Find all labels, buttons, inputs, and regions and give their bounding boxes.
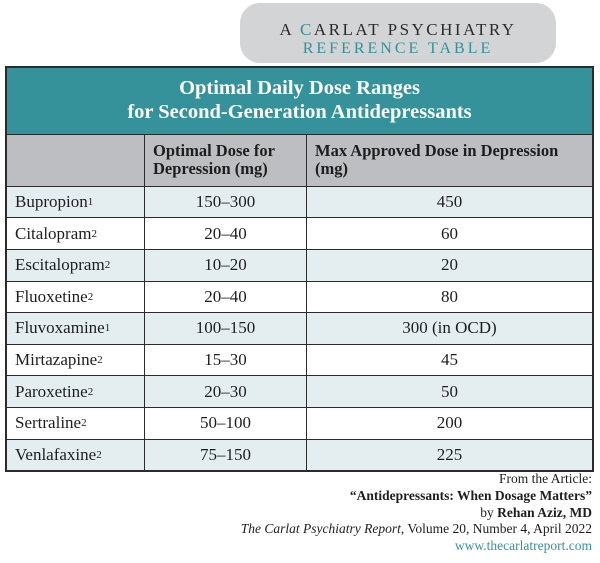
- article-title: “Antidepressants: When Dosage Matters”: [349, 487, 592, 503]
- optimal-dose-value: 10–20: [145, 250, 307, 281]
- drug-name: Bupropion 1: [7, 187, 145, 218]
- website-link[interactable]: [241, 538, 592, 555]
- optimal-dose-value: 20–30: [145, 376, 307, 407]
- badge-rest: ARLAT PSYCHIATRY: [313, 20, 517, 39]
- badge-title-line1: [279, 20, 516, 40]
- badge-title-line2: REFERENCE TABLE: [302, 40, 494, 57]
- table-row: [7, 376, 592, 408]
- drug-name: Citalopram 2: [7, 218, 145, 249]
- publication-line: [241, 521, 592, 538]
- column-header-drug: [7, 135, 145, 186]
- max-dose-value: 20: [441, 255, 458, 275]
- table-title: [7, 68, 592, 135]
- max-dose-value: 50: [441, 381, 458, 401]
- optimal-dose-value: 15–30: [145, 345, 307, 376]
- drug-name: Mirtazapine 2: [7, 345, 145, 376]
- optimal-dose-value: 100–150: [145, 313, 307, 344]
- max-dose-value: 200: [436, 413, 463, 433]
- drug-label: Mirtazapine: [15, 350, 98, 370]
- badge-c: C: [300, 20, 314, 39]
- attribution-from-line: From the Article:: [499, 471, 592, 486]
- max-dose-value: 80: [441, 286, 458, 306]
- table-title-line2: for Second-Generation Antidepressants: [127, 100, 472, 123]
- publication-issue: , Volume 20, Number 4, April 2022: [400, 521, 592, 537]
- author-by: by: [480, 504, 498, 520]
- drug-name: Escitalopram 2: [7, 250, 145, 281]
- column-header-max-dose: Max Approved Dose in Depression (mg): [315, 141, 559, 178]
- author-line: [241, 505, 592, 522]
- optimal-dose-value: 20–40: [145, 282, 307, 313]
- max-dose-value: 45: [441, 350, 458, 370]
- max-dose-value: 300 (in OCD): [402, 318, 497, 338]
- drug-name: Paroxetine 2: [7, 376, 145, 407]
- drug-label: Bupropion: [15, 192, 88, 212]
- drug-label: Escitalopram: [15, 255, 105, 275]
- source-attribution: [241, 471, 592, 555]
- drug-name: Fluvoxamine 1: [7, 313, 145, 344]
- drug-label: Fluoxetine: [15, 286, 88, 306]
- dose-range-table: [5, 66, 594, 472]
- optimal-dose-value: 20–40: [145, 218, 307, 249]
- table-row: [7, 218, 592, 250]
- drug-label: Fluvoxamine: [15, 318, 105, 338]
- drug-name: Fluoxetine 2: [7, 282, 145, 313]
- drug-label: Venlafaxine: [15, 444, 97, 464]
- drug-label: Citalopram: [15, 223, 92, 243]
- table-row: [7, 250, 592, 282]
- table-row: [7, 282, 592, 314]
- optimal-dose-value: 50–100: [145, 408, 307, 439]
- optimal-dose-value: 150–300: [145, 187, 307, 218]
- author-name: Rehan Aziz, MD: [497, 504, 592, 520]
- table-row: [7, 313, 592, 345]
- drug-label: Sertraline: [15, 413, 82, 433]
- optimal-dose-value: 75–150: [145, 440, 307, 471]
- publication-name: The Carlat Psychiatry Report: [240, 521, 401, 537]
- drug-name: Venlafaxine 2: [7, 440, 145, 471]
- table-row: [7, 440, 592, 471]
- table-row: [7, 345, 592, 377]
- table-row: [7, 408, 592, 440]
- column-header-optimal-dose: Optimal Dose for Depression (mg): [145, 135, 307, 186]
- carlat-reference-badge: [240, 3, 556, 63]
- table-column-header-row: [7, 135, 592, 187]
- max-dose-value: 225: [436, 444, 463, 464]
- table-title-line1: Optimal Daily Dose Ranges: [179, 77, 420, 99]
- website-url[interactable]: www.thecarlatreport.com: [454, 538, 592, 554]
- drug-label: Paroxetine: [15, 381, 88, 401]
- max-dose-value: 60: [441, 223, 458, 243]
- table-row: [7, 187, 592, 219]
- badge-a: A: [279, 20, 301, 39]
- drug-name: Sertraline 2: [7, 408, 145, 439]
- max-dose-value: 450: [436, 192, 463, 212]
